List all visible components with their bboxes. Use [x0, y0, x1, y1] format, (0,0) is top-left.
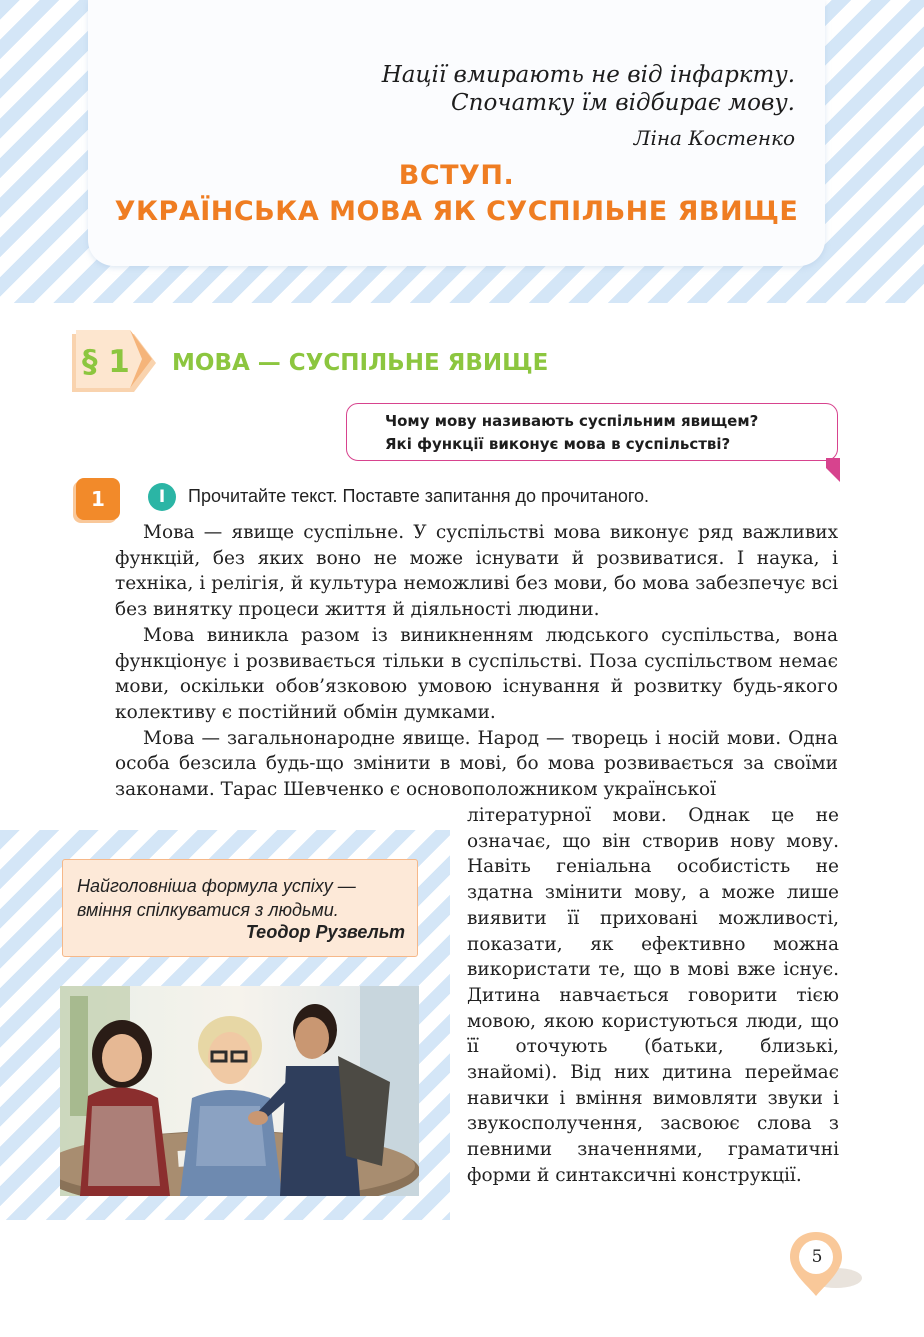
exercise-number-badge: 1: [76, 478, 120, 520]
quote-line-2: вміння спілкуватися з людьми.: [77, 900, 339, 920]
quote-line-1: Найголовніша формула успіху —: [77, 876, 356, 896]
quote-author: Теодор Рузвельт: [245, 922, 405, 942]
chapter-title-line-2: УКРАЇНСЬКА МОВА ЯК СУСПІЛЬНЕ ЯВИЩЕ: [114, 196, 799, 227]
section-heading: МОВА — СУСПІЛЬНЕ ЯВИЩЕ: [172, 350, 549, 376]
title-card: [88, 0, 825, 266]
text-paragraph: Мова — загальнонародне явище. Народ — творець і носій мови. Одна особа безсила будь-що змінити в мові, бо мова розвивається за своїми законами. Тарас Шевченко є основоположником української: [115, 727, 838, 801]
epigraph-author: Ліна Костенко: [633, 126, 795, 150]
section-number: § 1: [82, 344, 130, 380]
text-paragraph: Мова виникла разом із виникненням людського суспільства, вона функціонує і розвивається тільки в суспільстві. Поза суспільством немає мови, оскільки обов’язковою умовою існування й розвитку будь-якого колективу є постійний обмін думками.: [115, 624, 838, 723]
epigraph-line-2: Спочатку їм відбирає мову.: [451, 90, 795, 116]
guiding-question: Які функції виконує мова в суспільстві?: [385, 435, 731, 453]
reading-task-icon: І: [148, 483, 176, 511]
text-continuation: літературної мови. Однак це не означає, що він створив нову мову. Навіть геніальна особистість не здатна змінити мову, а може лише виявити її приховані можливості, показати, як ефективно можна використати те, що в мові вже існує. Дитина навчається говорити тією мовою, якою користуються люди, що її оточують (батьки, близькі, знайомі). Від них дитина переймає навички і вміння вимовляти звуки і звукосполучення, засвоює слова з певними значеннями, граматичні форми й синтаксичні конструкції.: [467, 805, 839, 1186]
quote-box: [62, 859, 418, 957]
students-photo: [60, 986, 419, 1196]
epigraph-line-1: Нації вмирають не від інфаркту.: [381, 62, 795, 88]
chapter-title-line-1: ВСТУП.: [398, 160, 515, 191]
guiding-question: Чому мову називають суспільним явищем?: [385, 412, 759, 430]
questions-box-tab: [826, 458, 840, 482]
page-number: 5: [811, 1247, 823, 1267]
exercise-text: [115, 520, 838, 803]
text-paragraph: Мова — явище суспільне. У суспільстві мова виконує ряд важливих функцій, без яких воно не може існувати й розвиватися. І наука, і техніка, і релігія, й культура неможливі без мови, бо мова забезпечує всі без винятку процеси життя й діяльності людини.: [115, 522, 838, 621]
guiding-questions-box: [346, 403, 838, 461]
exercise-instruction: Прочитайте текст. Поставте запитання до прочитаного.: [188, 486, 650, 506]
